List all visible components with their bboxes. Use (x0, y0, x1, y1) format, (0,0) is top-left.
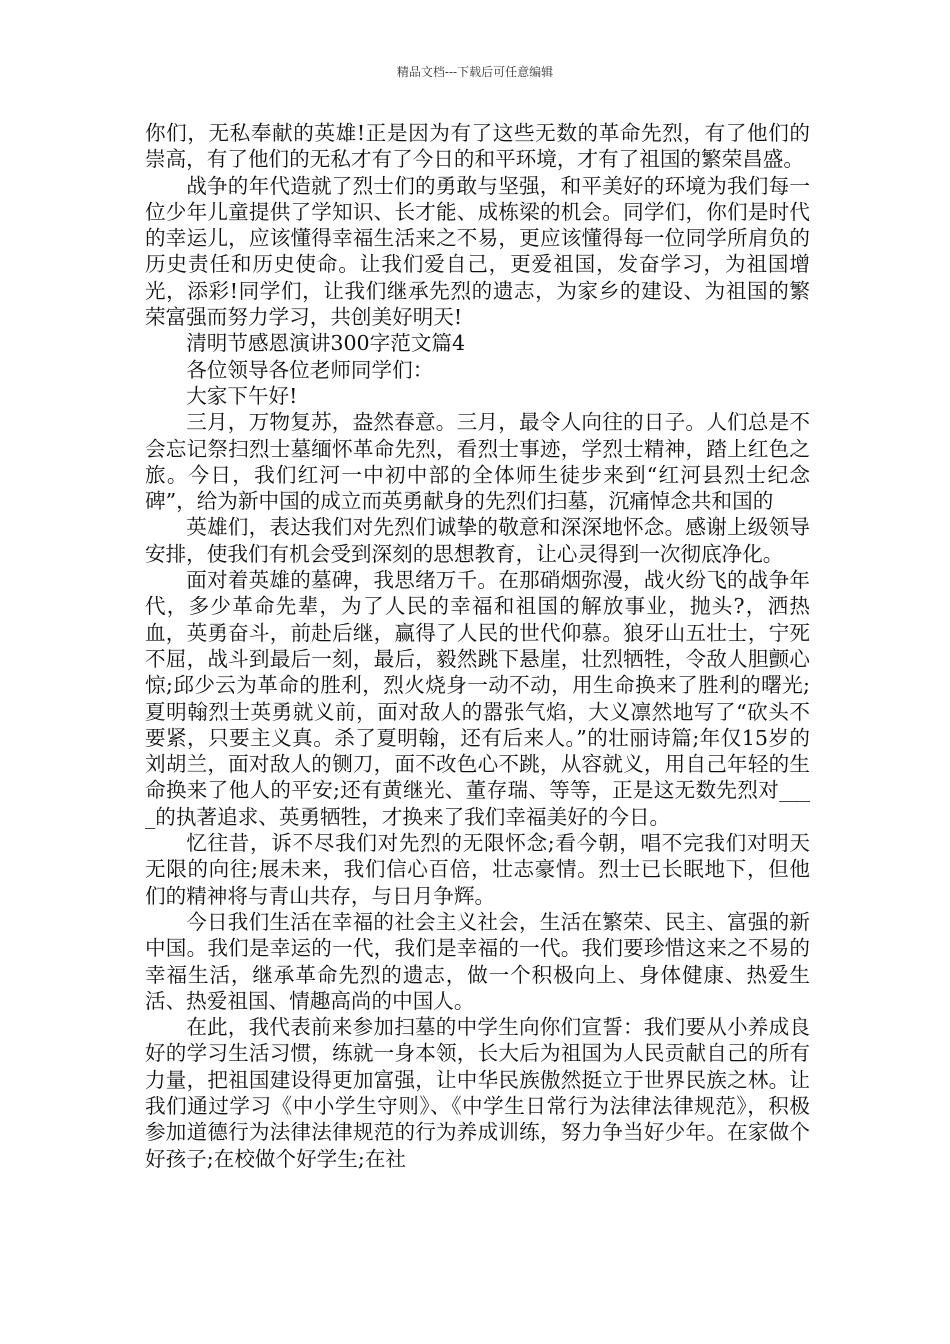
paragraph-2: 战争的年代造就了烈士们的勇敢与坚强，和平美好的环境为我们每一位少年儿童提供了学知识、长才能、成栋梁的机会。同学们，你们是时代的幸运儿，应该懂得幸福生活来之不易，更应该懂得每一位同学所肩负的历史责任和历史使命。让我们爱自己，更爱祖国，发奋学习，为祖国增光，添彩!同学们，让我们继承先烈的遗志，为家乡的建设、为祖国的繁荣富强而努力学习，共创美好明天! (145, 173, 810, 330)
greeting: 大家下午好! (186, 383, 298, 408)
paragraph-8: 在此，我代表前来参加扫墓的中学生向你们宣誓：我们要从小养成良好的学习生活习惯，练就一身本领，长大后为祖国为人民贡献自己的所有力量，把祖国建设得更加富强，让中华民族傲然挺立于世界民族之林。让我们通过学习《中小学生守则》、《中学生日常行为法律法律规范》，积极参加道德行为法律法律规范的行为养成训练，努力争当好少年。在家做个好孩子;在校做个好学生;在社 (145, 1015, 810, 1171)
salutation: 各位领导各位老师同学们： (186, 357, 434, 382)
paragraph-6: 忆往昔，诉不尽我们对先烈的无限怀念;看今朝，唱不完我们对明天无限的向往;展未来，我们信心百倍，壮志豪情。烈士已长眠地下，但他们的精神将与青山共存，与日月争辉。 (145, 831, 810, 908)
section-heading: 清明节感恩演讲300字范文篇4 (186, 331, 466, 356)
paragraph-1: 你们，无私奉献的英雄!正是因为有了这些无数的革命先烈，有了他们的崇高，有了他们的无私才有了今日的和平环境，才有了祖国的繁荣昌盛。 (145, 121, 810, 172)
document-body (145, 120, 810, 1172)
paragraph-5: 面对着英雄的墓碑，我思绪万千。在那硝烟弥漫，战火纷飞的战争年代，多少革命先辈，为了人民的幸福和祖国的解放事业，抛头?，洒热血，英勇奋斗，前赴后继，赢得了人民的世代仰慕。狼牙山五壮士，宁死不屈，战斗到最后一刻，最后，毅然跳下悬崖，壮烈牺牲，令敌人胆颤心惊;邱少云为革命的胜利，烈火烧身一动不动，用生命换来了胜利的曙光;夏明翰烈士英勇就义前，面对敌人的嚣张气焰，大义凛然地写了“砍头不要紧，只要主义真。杀了夏明翰，还有后来人。”的壮丽诗篇;年仅15岁的刘胡兰，面对敌人的铡刀，面不改色心不跳，从容就义，用自己年轻的生命换来了他人的平安;还有黄继光、董存瑞、等等，正是这无数先烈对____的执著追求、英勇牺牲，才换来了我们幸福美好的今日。 (145, 568, 810, 829)
paragraph-7: 今日我们生活在幸福的社会主义社会，生活在繁荣、民主、富强的新中国。我们是幸运的一代，我们是幸福的一代。我们要珍惜这来之不易的幸福生活，继承革命先烈的遗志，做一个积极向上、身体健康、热爱生活、热爱祖国、情趣高尚的中国人。 (145, 909, 810, 1013)
paragraph-4: 英雄们，表达我们对先烈们诚挚的敬意和深深地怀念。感谢上级领导安排，使我们有机会受到深刻的思想教育，让心灵得到一次彻底净化。 (145, 515, 810, 566)
page-header: 精品文档---下载后可任意编辑 (396, 65, 554, 79)
paragraph-3: 三月，万物复苏，盎然春意。三月，最令人向往的日子。人们总是不会忘记祭扫烈士墓缅怀革命先烈，看烈士事迹，学烈士精神，踏上红色之旅。今日，我们红河一中初中部的全体师生徒步来到“红河县烈士纪念碑”，给为新中国的成立而英勇献身的先烈们扫墓，沉痛悼念共和国的 (145, 410, 810, 514)
